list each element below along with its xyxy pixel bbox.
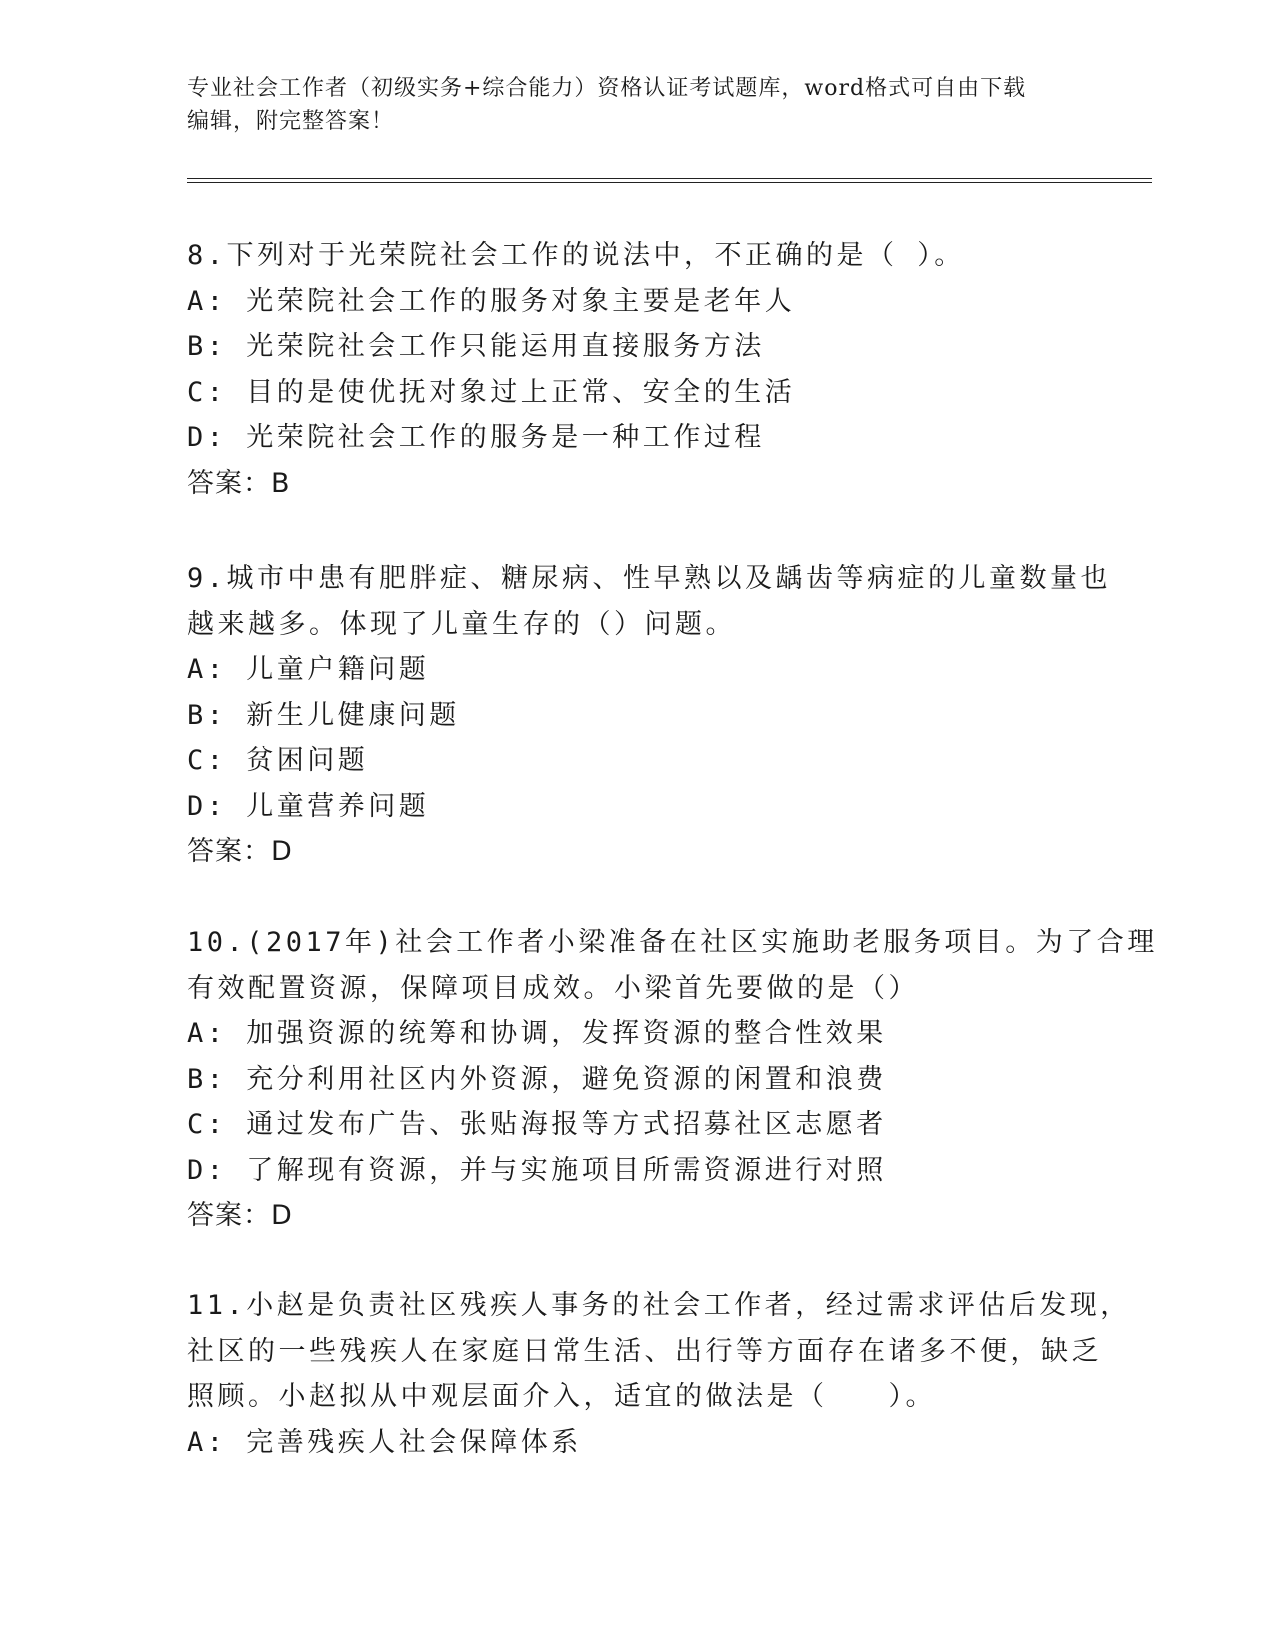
option-a: A: 完善残疾人社会保障体系	[187, 1426, 582, 1458]
question-stem: 9.城市中患有肥胖症、糖尿病、性早熟以及龋齿等病症的儿童数量也	[187, 563, 1112, 594]
option-a: A: 儿童户籍问题	[187, 654, 430, 685]
question-10	[187, 920, 1158, 1239]
header-line-1: 专业社会工作者（初级实务+综合能力）资格认证考试题库，word格式可自由下载	[187, 76, 1027, 101]
question-stem: 照顾。小赵拟从中观层面介入，适宜的做法是（ ）。	[187, 1381, 936, 1412]
option-d: D: 儿童营养问题	[187, 790, 430, 822]
question-stem: 有效配置资源，保障项目成效。小梁首先要做的是（）	[187, 972, 919, 1004]
option-d: D: 光荣院社会工作的服务是一种工作过程	[187, 422, 765, 453]
question-stem: 8.下列对于光荣院社会工作的说法中，不正确的是（ ）。	[187, 240, 965, 271]
question-stem: 社区的一些残疾人在家庭日常生活、出行等方面存在诸多不便，缺乏	[187, 1335, 1102, 1367]
option-c: C: 目的是使优抚对象过上正常、安全的生活	[187, 376, 796, 408]
answer: 答案：B	[187, 467, 291, 499]
question-stem: 10.(2017年)社会工作者小梁准备在社区实施助老服务项目。为了合理	[187, 927, 1158, 958]
question-stem: 越来越多。体现了儿童生存的（）问题。	[187, 608, 736, 640]
option-b: B: 充分利用社区内外资源，避免资源的闲置和浪费	[187, 1063, 887, 1095]
question-stem: 11.小赵是负责社区残疾人事务的社会工作者，经过需求评估后发现，	[187, 1290, 1131, 1321]
header-divider-top	[187, 178, 1152, 179]
header-divider-bottom	[187, 182, 1152, 183]
header-line-2: 编辑，附完整答案！	[187, 109, 395, 134]
option-b: B: 光荣院社会工作只能运用直接服务方法	[187, 331, 765, 362]
option-a: A: 加强资源的统筹和协调，发挥资源的整合性效果	[187, 1018, 887, 1049]
answer: 答案：D	[187, 1200, 293, 1231]
answer: 答案：D	[187, 836, 293, 867]
option-c: C: 通过发布广告、张贴海报等方式招募社区志愿者	[187, 1109, 887, 1140]
question-8	[187, 233, 1087, 506]
question-11	[187, 1283, 1131, 1465]
option-d: D: 了解现有资源，并与实施项目所需资源进行对照	[187, 1154, 887, 1186]
option-b: B: 新生儿健康问题	[187, 699, 460, 731]
document-header	[187, 72, 1087, 138]
option-c: C: 贫困问题	[187, 745, 369, 776]
option-a: A: 光荣院社会工作的服务对象主要是老年人	[187, 285, 796, 317]
question-9	[187, 556, 1112, 875]
